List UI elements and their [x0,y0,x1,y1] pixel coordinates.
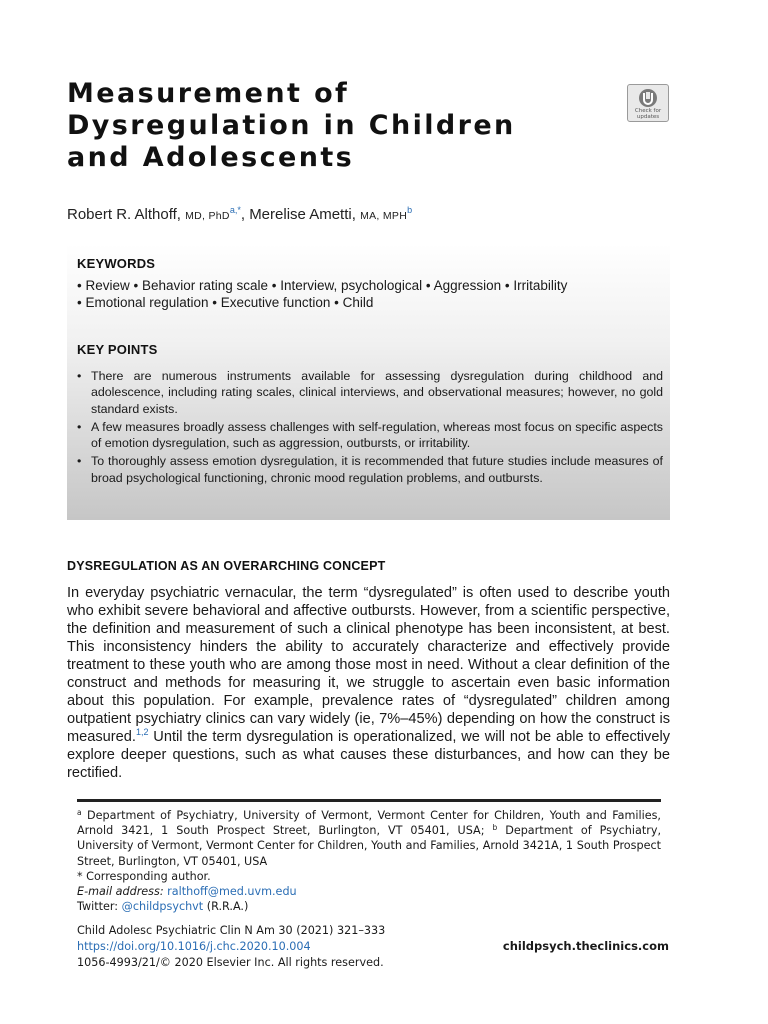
key-point-text: To thoroughly assess emotion dysregulation, it is recommended that future studies include measures of broad psychological functioning, chronic mood regulation problems, and outbursts. [91,454,663,485]
article-title [67,78,627,174]
author-line [67,206,412,223]
keywords-list [77,277,667,311]
twitter-link[interactable]: @childpsychvt [121,900,204,914]
key-point-text: A few measures broadly assess challenges with self-regulation, whereas most focus on specific aspects of emotion dysregulation, such as aggression, outbursts, or irritability. [91,419,663,451]
reference-link[interactable]: 1,2 [135,727,149,737]
badge-label-2: updates [636,114,660,120]
doi-link[interactable]: https://doi.org/10.1016/j.chc.2020.10.004 [77,939,311,953]
author-name: Robert R. Althoff, [67,206,181,223]
journal-info [77,923,669,970]
bullet: • [77,369,82,383]
keywords-line: • Review • Behavior rating scale • Interview, psychological • Aggression • Irritability [77,278,568,293]
check-for-updates-badge[interactable] [627,84,669,122]
journal-citation: Child Adolesc Psychiatric Clin N Am 30 (2021) 321–333 [77,924,386,937]
author-affiliation-link[interactable]: a,* [229,205,241,215]
key-point-item [77,368,663,417]
key-points-heading: KEY POINTS [77,342,158,357]
title-line: Measurement of [67,78,350,109]
email-link[interactable]: ralthoff@med.uvm.edu [167,885,297,899]
key-points-list [77,368,663,488]
keywords-line: • Emotional regulation • Executive function • Child [77,295,374,310]
key-point-text: There are numerous instruments available for assessing dysregulation during childhood and adolescence, including rating scales, clinical interviews, and observational measures; however, no gold standard exists. [91,369,663,416]
keywords-heading: KEYWORDS [77,256,156,271]
paragraph-text: In everyday psychiatric vernacular, the term “dysregulated” is often used to describe youth who exhibit severe behavioral and affective outbursts. However, from a scientific perspective, the definition and measurement of such a clinical phenotype has been inconsistent, at best. This inconsistency hinders the ability to accurately characterize and effectively provide treatment to these youth who are among those most in need. Without a clear definition of the construct and methods for measuring it, we struggle to ascertain even basic information about this population. For example, prevalence rates of “dysregulated” children among outpatient psychiatry clinics can vary widely (ie, 7%–45%) depending on how the construct is measured. [67,585,670,745]
twitter-suffix: (R.R.A.) [203,900,249,914]
body-paragraph [67,584,670,782]
key-point-item [77,453,663,486]
badge-label-1: Check for [634,108,662,114]
affiliation-marker: b [492,823,498,833]
keywords-keypoints-box [67,244,670,520]
copyright: 1056-4993/21/© 2020 Elsevier Inc. All rights reserved. [77,955,384,969]
title-line: and Adolescents [67,142,355,173]
title-line: Dysregulation in Children [67,110,516,141]
footnote-divider [77,799,661,802]
footnotes [77,808,661,914]
author-separator: , [240,206,246,223]
check-updates-icon [638,88,658,108]
key-point-item [77,419,663,452]
paragraph-text: Until the term dysregulation is operationalized, we will not be able to effectively explore deeper questions, such as what causes these disturbances, and how can they be rectified. [67,729,670,781]
bullet: • [77,454,82,469]
author-degrees: MA, MPH [360,210,408,222]
twitter-label: Twitter: [77,900,119,914]
affiliations [77,808,661,869]
email-label: E-mail address: [77,885,164,899]
email-line [77,884,661,899]
journal-site-link[interactable]: childpsych.theclinics.com [502,938,669,953]
author-degrees: MD, PhD [185,210,230,222]
corresponding-author: * Corresponding author. [77,869,211,883]
twitter-line [77,899,661,914]
author-affiliation-link[interactable]: b [407,205,413,215]
affiliation-marker: a [77,808,82,817]
section-heading: DYSREGULATION AS AN OVERARCHING CONCEPT [67,559,386,573]
affiliation-text: Department of Psychiatry, University of Vermont, Vermont Center for Children, Youth and Families, Arnold 3421A, 1 South Prospect Street, Burlington, VT 05401, USA [77,824,662,868]
affiliation-text: Department of Psychiatry, University of Vermont, Vermont Center for Children, Youth and Families, Arnold 3421, 1 South Prospect Street, Burlington, VT 05401, USA; [77,809,661,838]
author-name: Merelise Ametti, [249,206,356,223]
bullet: • [77,419,82,434]
